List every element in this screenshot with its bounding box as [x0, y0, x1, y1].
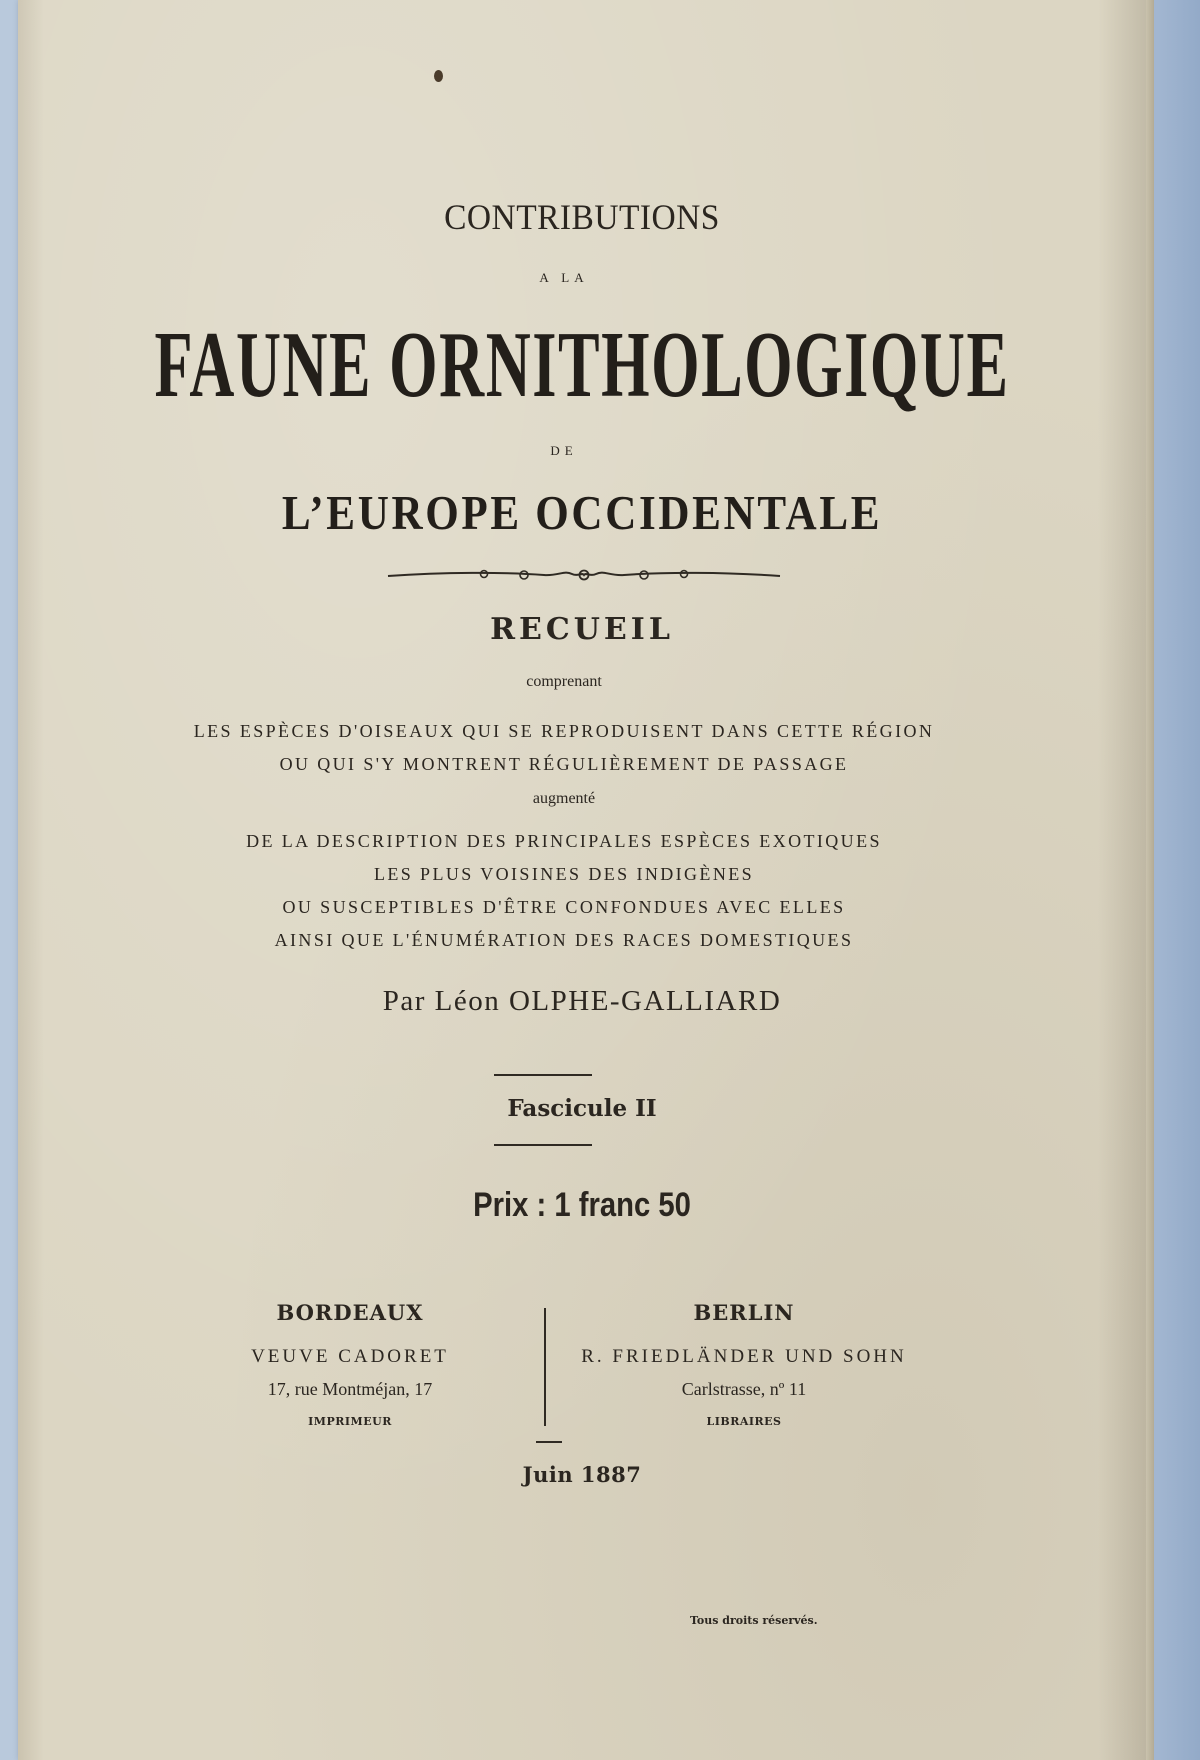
title-region: L’EUROPE OCCIDENTALE	[281, 485, 883, 540]
description-line-6: AINSI QUE L'ÉNUMÉRATION DES RACES DOMESTIQUES	[274, 930, 854, 950]
description-line-2: OU QUI S'Y MONTRENT RÉGULIÈREMENT DE PASSAGE	[279, 754, 849, 774]
publisher-right-name: R. FRIEDLÄNDER UND SOHN	[581, 1346, 907, 1367]
author-line: Par Léon OLPHE-GALLIARD	[382, 985, 782, 1017]
main-title: FAUNE ORNITHOLOGIQUE	[154, 312, 1010, 417]
rights-notice: Tous droits réservés.	[690, 1614, 818, 1627]
publisher-left-city: BORDEAUX	[276, 1300, 424, 1325]
ink-spot	[434, 70, 443, 82]
publisher-divider	[544, 1308, 546, 1426]
page-edge	[1146, 0, 1154, 1760]
title-de: DE	[550, 443, 578, 458]
publisher-left-address: 17, rue Montméjan, 17	[267, 1379, 433, 1399]
publication-date: Juin 1887	[522, 1462, 642, 1487]
rule-above-fascicule	[494, 1074, 592, 1076]
description-line-3: DE LA DESCRIPTION DES PRINCIPALES ESPÈCES EXOTIQUES	[246, 831, 882, 851]
description-line-4: LES PLUS VOISINES DES INDIGÈNES	[373, 864, 755, 884]
publisher-right	[554, 1300, 934, 1430]
publisher-left-role: IMPRIMEUR	[308, 1415, 392, 1428]
publisher-right-address: Carlstrasse, nº 11	[681, 1379, 807, 1399]
description-line-1: LES ESPÈCES D'OISEAUX QUI SE REPRODUISENT DANS CETTE RÉGION	[193, 721, 935, 741]
fascicule-label: Fascicule II	[507, 1095, 657, 1122]
publisher-right-city: BERLIN	[693, 1300, 795, 1325]
subtitle-comprenant: comprenant	[526, 673, 602, 690]
description-line-5: OU SUSCEPTIBLES D'ÊTRE CONFONDUES AVEC ELLES	[282, 897, 846, 917]
publisher-right-role: LIBRAIRES	[706, 1415, 782, 1428]
publisher-left	[200, 1300, 500, 1430]
rule-below-fascicule	[494, 1144, 592, 1146]
dash-above-date	[536, 1441, 562, 1443]
title-a-la: A LA	[539, 270, 589, 285]
subtitle-recueil: RECUEIL	[490, 612, 674, 647]
ornament-divider-icon	[384, 560, 784, 590]
price-label: Prix : 1 franc 50	[473, 1186, 691, 1224]
title-contributions: CONTRIBUTIONS	[444, 197, 720, 237]
publisher-left-name: VEUVE CADORET	[251, 1346, 449, 1367]
subtitle-augmente: augmenté	[532, 790, 596, 807]
